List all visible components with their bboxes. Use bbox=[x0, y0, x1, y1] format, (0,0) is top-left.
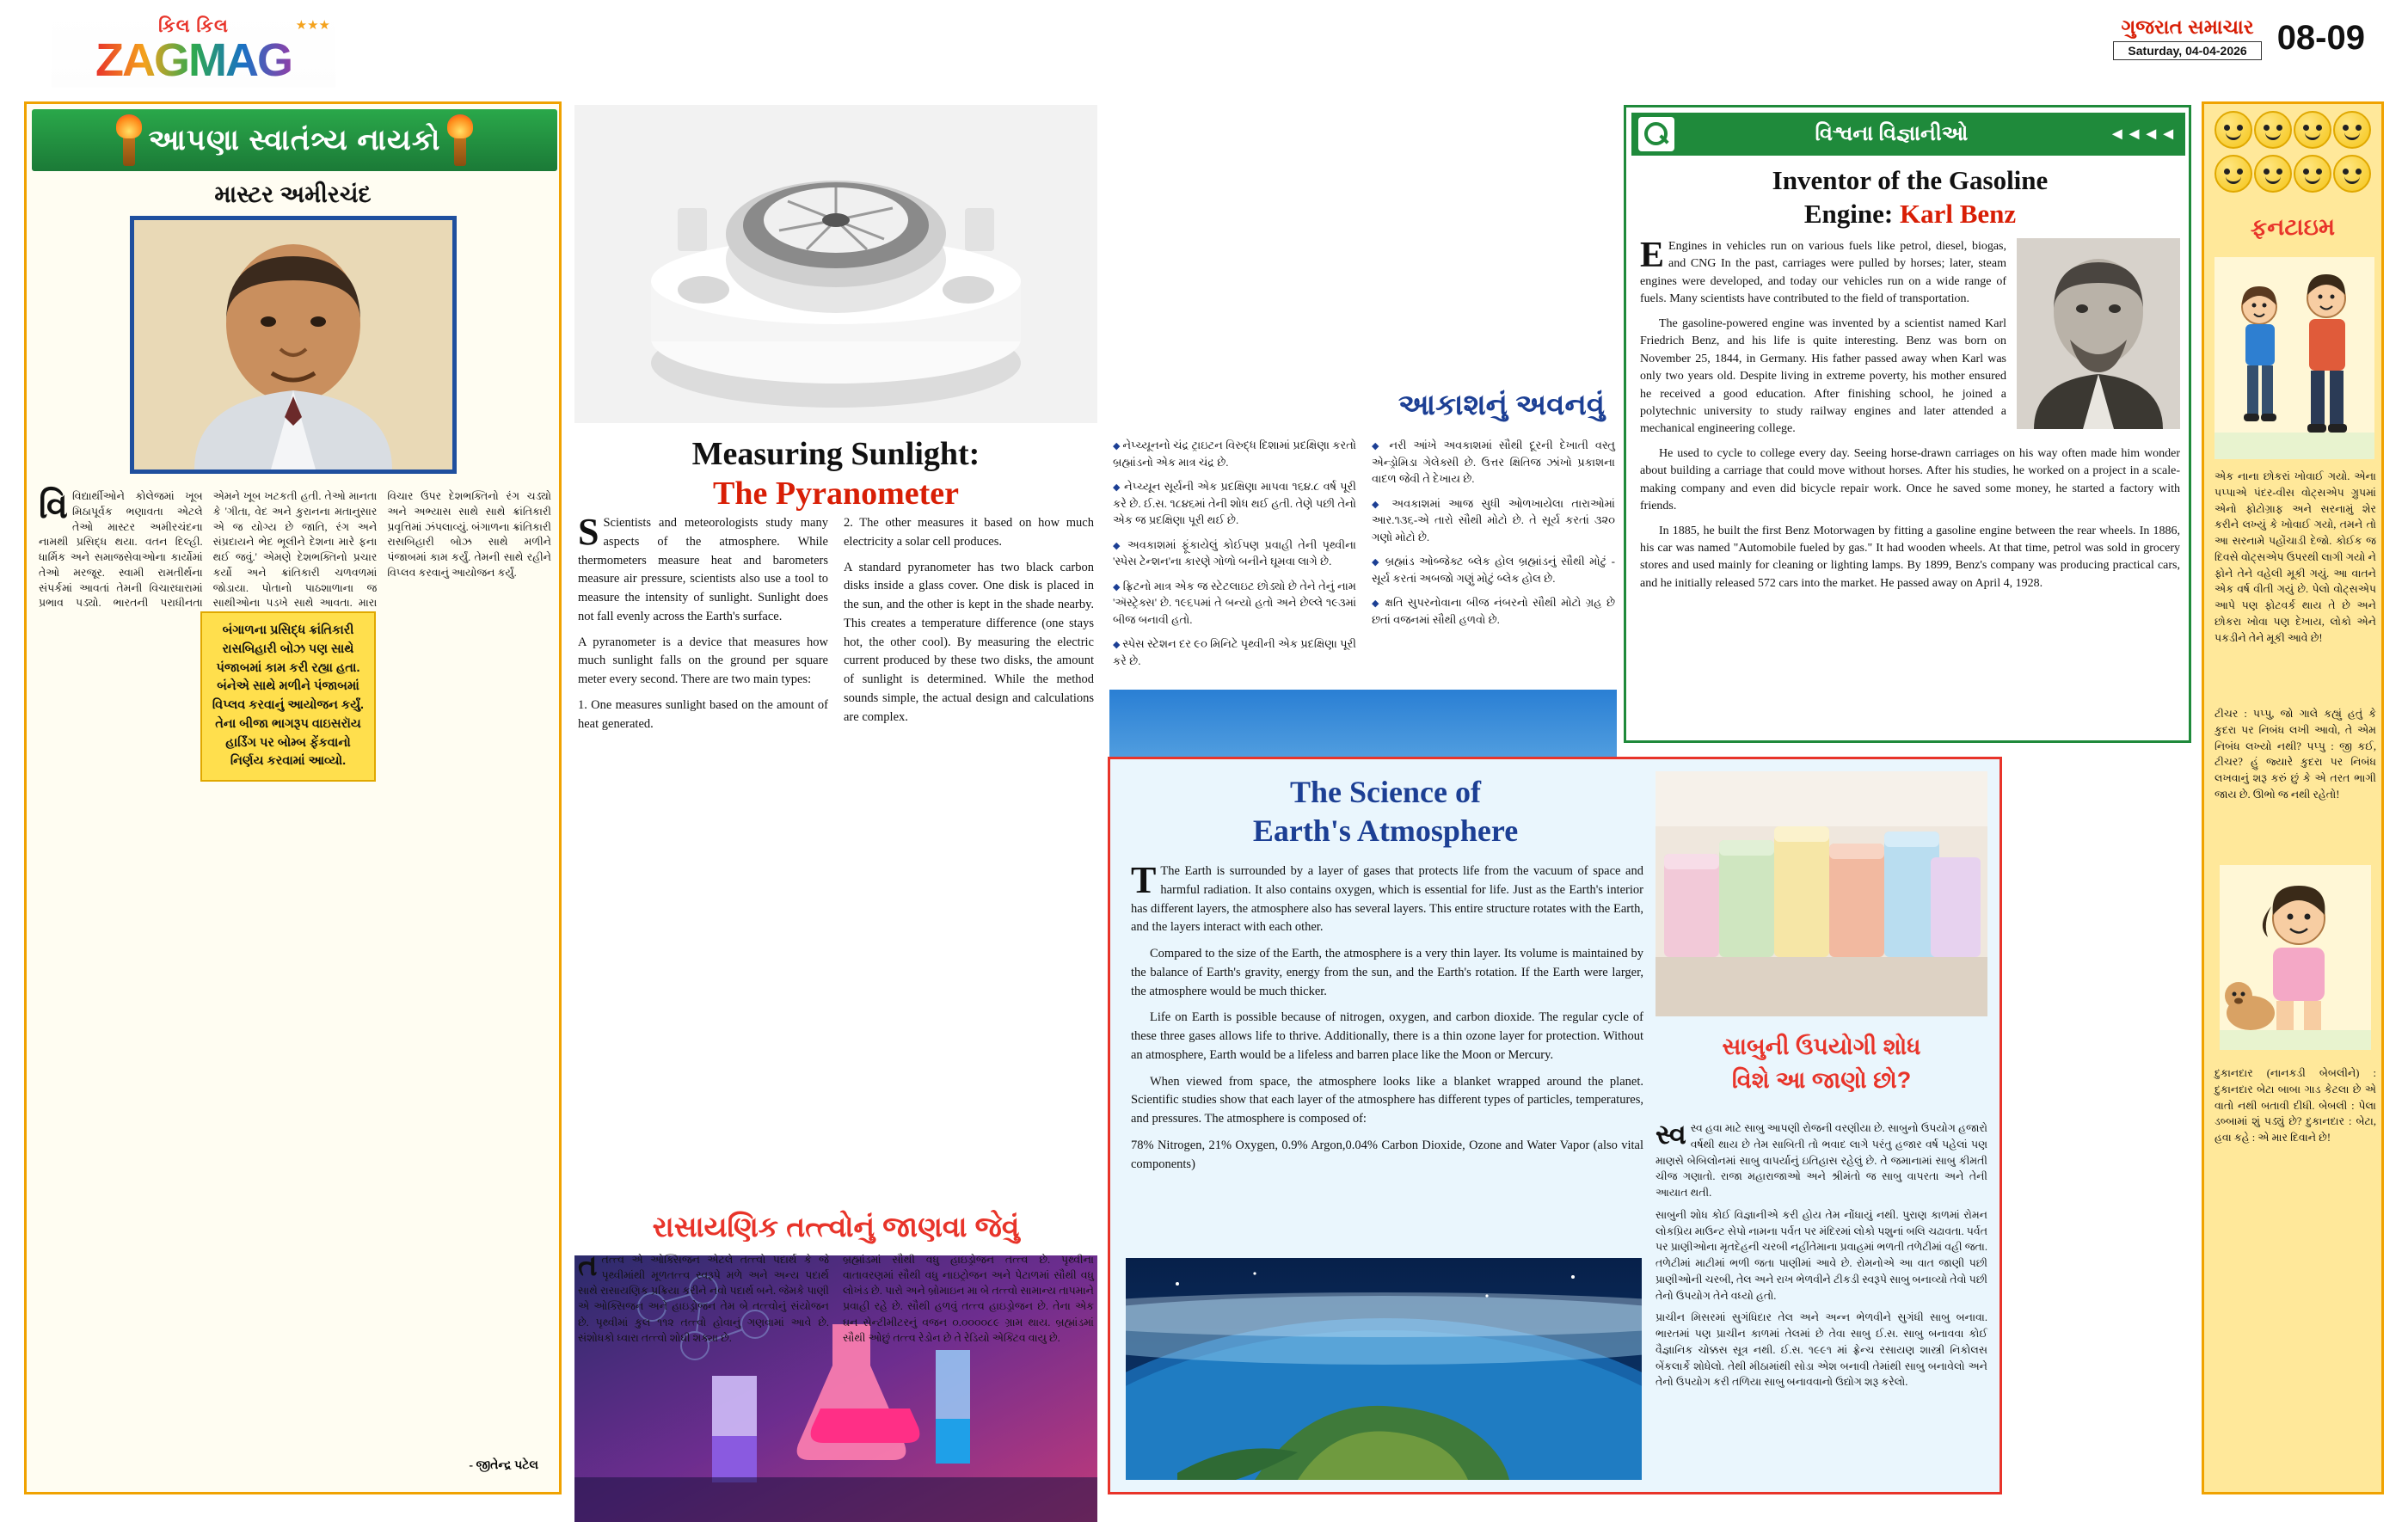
para-1: Engines in vehicles run on various fuels like petrol, diesel, biogas, and CNG In the past, carriages were pulled by horses; later, steam engines were developed, and today our vehicles run on a wide range of fuels. Many scientists have contributed to the field of transportation. bbox=[1640, 240, 2006, 306]
list-item: ◆ બ્રહ્માંડ ઓબ્જેક્ટ બ્લેક હોલ બ્રહ્માંડનું સૌથી મોટું - સૂર્ય કરતાં અબજો ગણું મોટું બ્લેક હોલ છે. bbox=[1372, 553, 1615, 586]
hero-portrait bbox=[130, 216, 457, 474]
chemistry-headline: રાસાયણિક તત્ત્વોનું જાણવા જેવું bbox=[652, 1211, 1020, 1243]
para-2: સાબુની શોધ કોઈ વિજ્ઞાનીએ કરી હોય તેમ નોંધાયું નથી. પુરાણ કાળમાં રોમન લોકપ્રિય માઉન્ટ સેપો નામના પર્વત પર મંદિરમાં લોકો પશુનાં બલિ ચઢાવતા. પર્વત પર પ્રાણીઓના મૃતદેહની ચરબી નહીંતેમાના પ્રવાહમાં ભળતી તળેટીમાં વહી જતા. તળેટીમાં માટીમાં ભળી જતા પાણીમાં આવે છે. રોમનોએ આ વાત જાણી પછી પ્રાણીઓની ચરબી, તેલ અને રાખ ભેળવીને ટીકડી સ્વરૂપે સાબુ બનાવ્યો તેવો પછી તેનો ઉપયોગ તેને વધ્યો હતો. bbox=[1656, 1208, 1987, 1302]
para-1: તત્ત્વ એ ઓક્સિજન એટલે તત્ત્વો પદાર્થ કે જે પૃથ્વીમાંથી મૂળતત્ત્વ સ્વરૂપે મળે અને અન્ય પદાર્થ સાથે રાસાયણિક પ્રક્રિયા કરીને નવો પદાર્થ બને. જેમકે પાણી એ ઓક્સિજન અને હાઇડ્રોજન તેમ બે તત્ત્વોનું સંયોજન છે. પૃથ્વીમાં કુલ ૧૧૨ તત્ત્વો હોવાનું ગણવામાં આવે છે. સંશોધકો ધ્વારા તત્ત્વો શોધી શક્યા છે. bbox=[578, 1254, 829, 1344]
smiley-icon bbox=[2254, 111, 2292, 149]
headline-line2: The Pyranometer bbox=[713, 476, 959, 512]
benz-headline bbox=[1635, 164, 2185, 231]
para-2: The gasoline-powered engine was invented by a scientist named Karl Friedrich Benz, and his life is quite interesting. Benz was born on November 25, 1844, in Germany. His father passed away when Karl was only two years old. Despite living in extreme poverty, his mother ensured he received a good education. After finishing school, he joined a polytechnic university to study railway engines and later attended a mechanical engineering college. bbox=[1640, 316, 2006, 436]
funtime-joke-2: ટીચર : પપ્પુ, જો ગાલે કહ્યું હતું કે કુદરા પર નિબંધ લખી આવો, તે એમ નિબંધ લખ્યો નથી? પપ્પુ : જી કઈ, ટીચર? હું જ્યારે કુદરા પર નિબંધ લખવાનું શરૂ કરું છું કે એ તરત ભાગી જાય છે. ઊભો જ નથી રહેતો! bbox=[2214, 708, 2376, 801]
headline-line2: Engine: bbox=[1803, 198, 1894, 229]
soap-headline bbox=[1656, 1030, 1987, 1097]
smiley-icon bbox=[2294, 111, 2331, 149]
logo-top-text: કિલ કિલ bbox=[158, 16, 229, 36]
page-numbers: 08-09 bbox=[2276, 18, 2365, 57]
list-item: ◆ નેપ્ચ્યૂન સૂર્યની એક પ્રદક્ષિણા માપવા ૧૬૪.૮ વર્ષ પૂરી કરે છે. ઈ.સ. ૧૮૪૬માં તેની શોધ થઈ હતી. તેણે પછી તેનો એક જ પ્રદક્ષિણા પૂરી થઈ છે. bbox=[1113, 478, 1356, 529]
list-item: ◆ નેપ્ચ્યૂનનો ચંદ્ર ટ્રાઇટન વિરુદ્ધ દિશામાં પ્રદક્ષિણા કરતો બ્રહ્માંડનો એક માત્ર ચંદ્ર છે. bbox=[1113, 437, 1356, 470]
sky-facts-list bbox=[1113, 437, 1615, 746]
issue-date: Saturday, 04-04-2026 bbox=[2113, 41, 2261, 60]
soap-photo bbox=[1656, 771, 1987, 1016]
list-item: ◆ નરી આંખે અવકાશમાં સૌથી દૂરની દેખાતી વસ્તુ એન્ડ્રોમિડા ગેલેક્સી છે. ઉત્તર ક્ષિતિજ ઝાંખો પ્રકાશના વાદળ જેવી તે દેખાય છે. bbox=[1372, 437, 1615, 488]
drop-cap: ત bbox=[578, 1250, 598, 1282]
magnifier-icon bbox=[1638, 117, 1674, 151]
paper-name: ગુજરાત સમાચાર bbox=[2113, 15, 2261, 39]
para-4: When viewed from space, the atmosphere looks like a blanket wrapped around the planet. Scientific studies show that each layer of the atmosphere has different types of particles, temperatures, and pressures. The atmosphere is composed of: bbox=[1131, 1074, 1643, 1126]
benz-body bbox=[1640, 238, 2180, 728]
para-1: The Earth is surrounded by a layer of gases that protects life from the vacuum of space and harmful radiation. It also contains oxygen, which is essential for life. Just as the Earth's interior has different layers, the atmosphere also has several layers. This entire structure rotates with the Earth, and the layers interact with each other. bbox=[1131, 864, 1643, 935]
para-5: A standard pyranometer has two black carbon disks inside a glass cover. One disk is placed in the sun, and the other is kept in the shade nearby. This creates a temperature difference (one stays hot, the other cool). By measuring the electric current produced by these two disks, the amount of sunlight is determined. While the method sounds simple, the actual design and calculations are complex. bbox=[844, 560, 1094, 724]
funtime-joke-1: એક નાના છોકરાં ખોવાઈ ગયો. એના પપ્પાએ પંદર-વીસ વોટ્સએપ ગ્રુપમાં એનો ફોટોગ્રાફ અને સરનામું શેર કરીને લખ્યું કે ખોવાઈ ગયો, તમને તો આ સરનામે પહોંચાડી દેજો. કોઈક જ દિવસે વોટ્સએપ ઉપરથી લાગી ગયો ને ફોને તેને વહેલી મૂકી ગયું. આ વાતને એક વર્ષ વીતી ગયું છે. પેલો વોટ્સએપ આપે પણ ફોટવર્ક થાય તે છે અને છોકરા ખોવા પણ દેખાય, લોકો એને પકડીને તેને મૂકી આવે છે! bbox=[2214, 470, 2376, 644]
hero-name: માસ્ટર અમીરચંદ bbox=[214, 181, 372, 207]
body-para-1: વિદ્યાર્થીઓને કોલેજમાં ખૂબ મિઠાપૂર્વક ભણાવતા એટલે તેઓ માસ્ટર અમીરચંદના નામથી પ્રસિદ્ધ થયા. વતન દિલ્હી. ધાર્મિક અને સમાજસેવાઓના કાર્યોમાં તેઓ મરજૂર. સ્વામી રામતીર્થના સંપર્કમાં આવતાં તેમની વિચારધારામાં પ્રભાવ પડ્યો. ભારતની પરાધીનતા એમને ખૂબ ખટકતી હતી. તેઓ માનતા કે 'ગીતા, વેદ અને કુરાનના મતાનુસાર એ જ યોગ્ય છે જાતિ, રંગ અને સંપ્રદાયને ભેદ ભૂલીને દેશના મારે ફના થઈ જવું.' એમણે દેશભક્તિનો પ્રચાર કર્યો અને ક્રાંતિકારી ચળવળમાં જોડાયા. bbox=[39, 490, 378, 610]
para-3: પ્રાચીન મિસરમાં સુગંધિદાર તેલ અને અન્ન ભેળવીને સુગંધી સાબુ બનાવા. ભારતમાં પણ પ્રાચીન કાળમાં તેલમાં છે તેવા સાબુ ઈ.સ. સાબુ બનાવવા કોઈ વૈજ્ઞાનિક ચોક્કસ સૂત્ર નથી. ઈ.સ. ૧૯૯૧ માં ફ્રેન્ચ રસાયણ શાસ્ત્રી નિકોલસ બેંકલાર્કે શોધેલો. તેથી મીઠામાંથી સોડા એશ બનાવી તેમાંથી સાબુ બનાવેલો અને તેનો ઉપયોગ કરી તળિયા સાબુ બનાવવાનો ઉદ્યોગ શરૂ કરેલો. bbox=[1656, 1311, 1987, 1389]
banner-title: આપણા સ્વાતંત્ર્ય નાયકો bbox=[148, 123, 441, 156]
list-item: ◆ ક્ષતિ સુપરનોવાના બીજ નંબરનો સૌથી મોટો ગ્રહ છે છતાં વજનમાં સૌથી હળવો છે. bbox=[1372, 594, 1615, 628]
atmosphere-headline bbox=[1119, 773, 1652, 850]
para-1: સ્વ હવા માટે સાબુ આપણી રોજની વરણીયા છે. સાબુનો ઉપયોગ હજારો વર્ષથી થાય છે તેમ સાબિતી તો ભવાદ લાગે પરંતુ હજાર વર્ષ પહેલાં પણ માણસે બેબિલોનમાં સાબુ વાપર્યાનું ઇતિહાસ રહેલું છે. તે જમાનામાં સાબુ કીમતી ચીજ ગણાતો. રાજા મહારાજાઓ અને શ્રીમંતો જ સાબુ વાપરતા અને તેની આયાત થતી. bbox=[1656, 1122, 1987, 1199]
headline-line2: Earth's Atmosphere bbox=[1252, 813, 1519, 848]
karl-benz-article bbox=[1624, 105, 2191, 743]
banner-title: વિશ્વના વિજ્ઞાનીઓ bbox=[1815, 122, 1969, 145]
zagmag-logo bbox=[52, 12, 335, 88]
torch-icon bbox=[109, 114, 149, 166]
smiley-icon bbox=[2333, 111, 2371, 149]
sky-headline: આકાશનું અવનવું bbox=[1398, 389, 1605, 421]
drop-cap: સ્વ bbox=[1656, 1119, 1686, 1150]
drop-cap: E bbox=[1640, 236, 1665, 275]
funtime-cartoon-2 bbox=[2220, 865, 2371, 1050]
para-2: બ્રહ્માંડમાં સૌથી વધુ હાઇડ્રોજન તત્ત્વ છે. પૃથ્વીના વાતાવરણમાં સૌથી વધુ નાઇટ્રોજન અને પેટાળમાં સૌથી વધુ લોખંડ છે. પારો અને બ્રોમાઇન મા બે તત્ત્વો સામાન્ય તાપમાને પ્રવાહી રહે છે. સૌથી હળવું તત્ત્વ હાઇડ્રોજન છે. તેના એક ઘન સેન્ટીમીટરનું વજન ૦.૦૦૦૦૮૯ ગ્રામ થાય. બ્રહ્માંડમાં સૌથી ઓછું તત્ત્વ રેડોન છે તે રેડિયો એક્ટિવ વાયુ છે. bbox=[843, 1254, 1094, 1344]
smiley-icon bbox=[2214, 111, 2252, 149]
earth-photo bbox=[1126, 1258, 1642, 1480]
composition: 78% Nitrogen, 21% Oxygen, 0.9% Argon,0.04% Carbon Dioxide, Ozone and Water Vapor (also vital components) bbox=[1131, 1138, 1643, 1171]
para-3: Life on Earth is possible because of nitrogen, oxygen, and carbon dioxide. The regular cycle of these three gases allows life to thrive. Additionally, there is a thin ozone layer for protection. Without an atmosphere, Earth would be a lifeless and barren place like the Moon or Mercury. bbox=[1131, 1010, 1643, 1062]
soap-body bbox=[1656, 1120, 1987, 1473]
pyranometer-photo bbox=[574, 105, 1097, 423]
logo-main-text: ZAGMAG bbox=[95, 34, 292, 86]
pyranometer-headline bbox=[574, 435, 1097, 512]
para-4: In 1885, he built the first Benz Motorwagen by fitting a gasoline engine between the rear wheels. In 1886, his car was named "Automobile fueled by gas." It had wooden wheels. At that time, petrol was sold in grocery stores and used mainly for cleaning or lighting lamps. By 1899, Benz's company was producing practical cars, and he initially released 572 cars into the market. He passed away on April 4, 1928. bbox=[1640, 524, 2180, 590]
body-para-2: પોતાનો પાઠશાળાના જ સાથીઓના પડખે સાથે આવતા. મારા વિચાર ઉપર દેશભક્તિનો રંગ ચડ્યો અને અભ્યાસ સાથે સાથે ક્રાંતિકારી પ્રવૃત્તિમાં ઝંપલાવ્યું. બંગાળના ક્રાંતિકારી રાસબિહારી બોઝ સાથે મળીને પંજાબમાં કામ કર્યું. તેમની સાથે રહીને વિપ્લવ કરવાનું આયોજન કર્યું. bbox=[212, 490, 551, 610]
chemistry-body bbox=[578, 1252, 1094, 1493]
smiley-icon bbox=[2254, 155, 2292, 193]
headline-line2: વિશે આ જાણો છો? bbox=[1731, 1067, 1912, 1094]
drop-cap: S bbox=[578, 511, 599, 553]
headline-line1: સાબુની ઉપયોગી શોધ bbox=[1722, 1034, 1921, 1059]
stars-icon: ★★★ bbox=[295, 19, 330, 33]
para-4: 2. The other measures it based on how much electricity a solar cell produces. bbox=[844, 516, 1094, 549]
funtime-joke-3: દુકાનદાર (નાનકડી બેબલીને) : દુકાનદાર બેટા બાબા ગાડ કેટલા છે એ વાતો નથી બતાવી દીધી. બેબલી : પેલા ડબ્બામાં શું પડ્યું છે? દુકાનદાર : બેટા, હવા કહે : એ માર દિવાને છે! bbox=[2214, 1067, 2376, 1144]
emoji-group bbox=[2211, 111, 2374, 197]
world-scientists-banner bbox=[1631, 113, 2185, 156]
funtime-title: ફનટાઇમ bbox=[2250, 214, 2336, 240]
list-item: ◆ અવકાશમાં આજ સુધી ઓળખાયેલા તારાઓમાં આર.૧૩૬-એ તારો સૌથી મોટો છે. તે સૂર્ય કરતાં ૩૨૦ ગણો મોટો છે. bbox=[1372, 495, 1615, 546]
para-1: Scientists and meteorologists study many aspects of the atmosphere. While thermometers measure heat and barometers measure air pressure, scientists also use a tool to measure the intensity of sunlight. Sunlight does not fall evenly across the Earth's surface. bbox=[578, 516, 828, 623]
para-3: 1. One measures sunlight based on the amount of heat generated. bbox=[578, 697, 828, 731]
freedom-heroes-article bbox=[24, 101, 562, 1494]
atmosphere-body bbox=[1131, 859, 1643, 1249]
headline-line1: The Science of bbox=[1290, 775, 1481, 809]
para-3: He used to cycle to college every day. Seeing horse-drawn carriages on his way often made him wonder about building a carriage that could move without horses. After his studies, he worked on a project in a scale-making company and even did bicycle repair work. Once he saved some money, he started a factory with friends. bbox=[1640, 446, 2180, 513]
benz-name: Karl Benz bbox=[1899, 198, 2017, 229]
smiley-icon bbox=[2333, 155, 2371, 193]
masthead bbox=[0, 0, 2408, 95]
smiley-icon bbox=[2294, 155, 2331, 193]
pull-quote: બંગાળના પ્રસિદ્ધ ક્રાંતિકારી રાસબિહારી બોઝ પણ સાથે પંજાબમાં કામ કરી રહ્યા હતા. બંનેએ સાથે મળીને પંજાબમાં વિપ્લવ કરવાનું આયોજન કર્યું. તેના બીજા ભાગરૂપ વાઇસરૉય હાર્ડિંગ પર બોમ્બ ફેંકવાનો નિર્ણય કરવામાં આવ્યો. bbox=[200, 611, 376, 782]
earth-atmosphere-article bbox=[1108, 757, 2002, 1494]
article-body bbox=[39, 489, 551, 1263]
author-signature: - જીતેન્દ્ર પટેલ bbox=[469, 1459, 538, 1472]
list-item: ◆ અવકાશમાં ફૂંકાયેલું કોઈપણ પ્રવાહી તેની પૃથ્વીના 'સ્પેસ ટેન્શન'ના કારણે ગોળો બનીને ઘૂમવા લાગે છે. bbox=[1113, 537, 1356, 570]
para-2: Compared to the size of the Earth, the atmosphere is a very thin layer. Its volume is maintained by the balance of Earth's gravity, energy from the sun, and the Earth's rotation. If the Earth were larger, the atmosphere would be much thicker. bbox=[1131, 947, 1643, 998]
arrow-icon: ◄◄◄◄ bbox=[2108, 124, 2177, 144]
drop-cap: વિ bbox=[39, 487, 68, 525]
drop-cap: T bbox=[1131, 859, 1157, 901]
benz-portrait bbox=[2017, 238, 2180, 429]
para-2: A pyranometer is a device that measures how much sunlight falls on the ground per square meter every second. There are two main types: bbox=[578, 635, 828, 686]
funtime-column bbox=[2202, 101, 2384, 1494]
funtime-cartoon-1 bbox=[2214, 257, 2374, 459]
pyranometer-body bbox=[578, 511, 1094, 927]
headline-line1: Measuring Sunlight: bbox=[691, 436, 980, 472]
masthead-right bbox=[2113, 15, 2365, 60]
freedom-heroes-banner bbox=[32, 109, 557, 171]
list-item: ◆ સ્પેસ સ્ટેશન દર ૯૦ મિનિટે પૃથ્વીની એક પ્રદક્ષિણા પૂરી કરે છે. bbox=[1113, 635, 1356, 669]
torch-icon bbox=[440, 114, 480, 166]
smiley-icon bbox=[2214, 155, 2252, 193]
headline-line1: Inventor of the Gasoline bbox=[1772, 165, 2049, 195]
paper-badge bbox=[2113, 15, 2261, 60]
list-item: ◆ ફ્રિટનો માત્ર એક જ સ્ટેટલાઇટ છોડ્યો છે તેને તેનું નામ 'ઍસ્ટ્રેક્સ' છે. ૧૯૬૫માં તે બન્યો હતો અને છેલ્લે ૧૯૩માં બીજ બનાવી હતો. bbox=[1113, 578, 1356, 629]
